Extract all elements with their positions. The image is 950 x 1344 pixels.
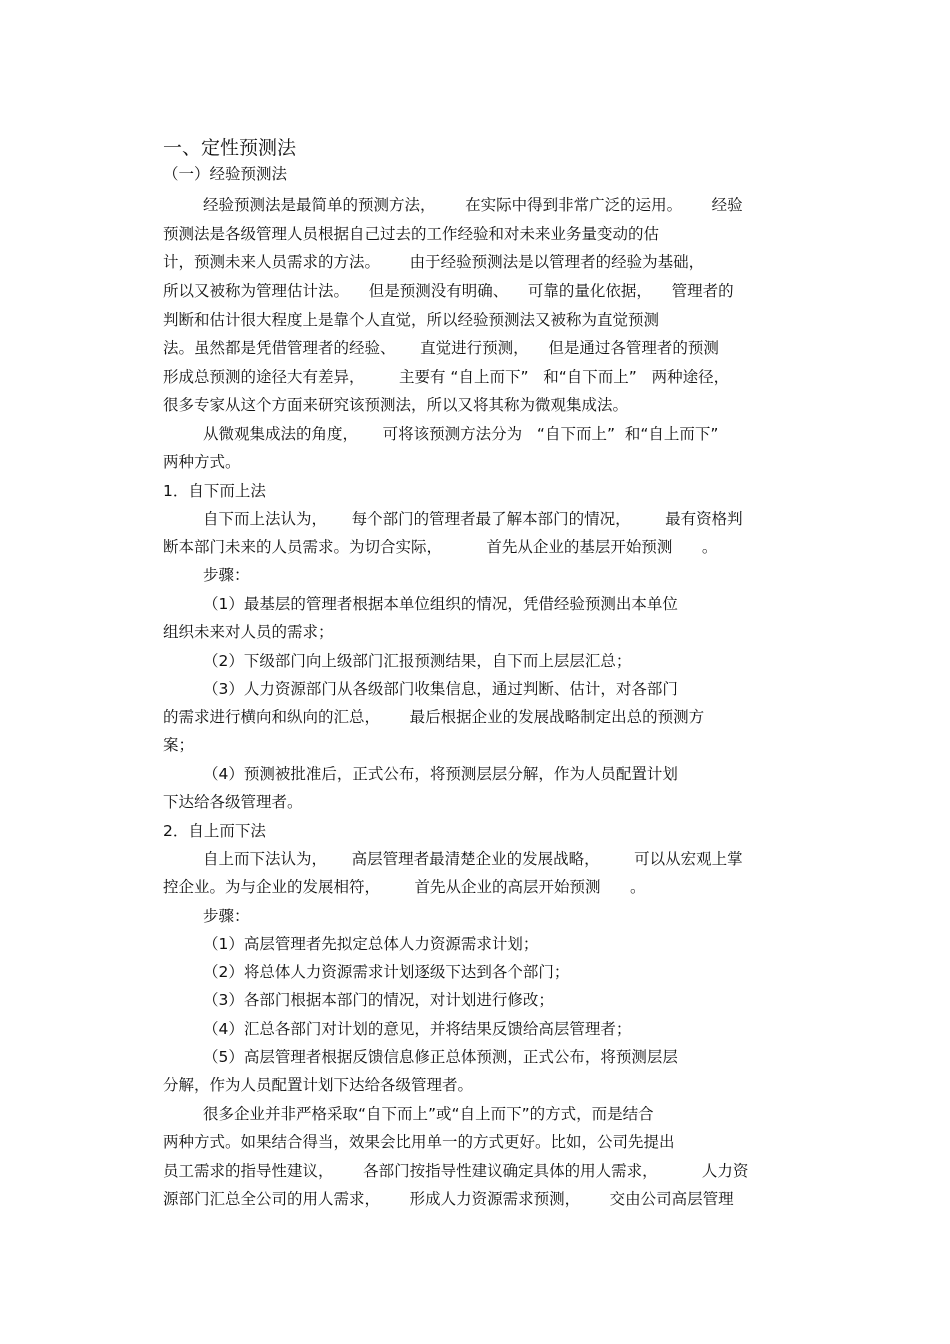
step-item: （1）最基层的管理者根据本单位组织的情况，凭借经验预测出本单位 bbox=[203, 595, 678, 613]
text-line: 计，预测未来人员需求的方法。 由于经验预测法是以管理者的经验为基础， bbox=[163, 253, 705, 271]
method-heading: 1．自下而上法 bbox=[163, 482, 266, 500]
text-line: 经验预测法是最简单的预测方法， 在实际中得到非常广泛的运用。 经验 bbox=[203, 196, 743, 214]
step-item: （4）汇总各部门对计划的意见，并将结果反馈给高层管理者； bbox=[203, 1020, 632, 1038]
text-line: 断本部门未来的人员需求。为切合实际， 首先从企业的基层开始预测 。 bbox=[163, 538, 718, 556]
text-line: 两种方式。如果结合得当，效果会比用单一的方式更好。比如，公司先提出 bbox=[163, 1133, 675, 1151]
text-line: 案； bbox=[163, 736, 195, 754]
text-line: 组织未来对人员的需求； bbox=[163, 623, 334, 641]
text-line: 自上而下法认为， 高层管理者最清楚企业的发展战略， 可以从宏观上掌 bbox=[203, 850, 743, 868]
text-line: 两种方式。 bbox=[163, 453, 241, 471]
step-item: （3）人力资源部门从各级部门收集信息，通过判断、估计，对各部门 bbox=[203, 680, 678, 698]
text-line: 法。虽然都是凭借管理者的经验、 直觉进行预测， 但是通过各管理者的预测 bbox=[163, 339, 719, 357]
text-line: 源部门汇总全公司的用人需求， 形成人力资源需求预测， 交由公司高层管理 bbox=[163, 1190, 734, 1208]
step-item: （2）将总体人力资源需求计划逐级下达到各个部门； bbox=[203, 963, 570, 981]
text-line: 下达给各级管理者。 bbox=[163, 793, 303, 811]
text-line: 从微观集成法的角度， 可将该预测方法分为 “自下而上” 和“自上而下” bbox=[203, 425, 719, 443]
steps-label: 步骤： bbox=[203, 907, 250, 925]
text-line: 所以又被称为管理估计法。 但是预测没有明确、 可靠的量化依据， 管理者的 bbox=[163, 282, 734, 300]
step-item: （5）高层管理者根据反馈信息修正总体预测，正式公布，将预测层层 bbox=[203, 1048, 678, 1066]
text-line: 形成总预测的途径大有差异， 主要有 “自上而下” 和“自下而上” 两种途径， bbox=[163, 368, 730, 386]
text-line: 分解，作为人员配置计划下达给各级管理者。 bbox=[163, 1076, 474, 1094]
subsection-heading: （一）经验预测法 bbox=[163, 165, 288, 183]
text-line: 控企业。为与企业的发展相符， 首先从企业的高层开始预测 。 bbox=[163, 878, 646, 896]
text-line: 的需求进行横向和纵向的汇总， 最后根据企业的发展战略制定出总的预测方 bbox=[163, 708, 705, 726]
text-line: 员工需求的指导性建议， 各部门按指导性建议确定具体的用人需求， 人力资 bbox=[163, 1162, 749, 1180]
text-line: 自下而上法认为， 每个部门的管理者最了解本部门的情况， 最有资格判 bbox=[203, 510, 743, 528]
text-line: 很多专家从这个方面来研究该预测法，所以又将其称为微观集成法。 bbox=[163, 396, 629, 414]
step-item: （3）各部门根据本部门的情况，对计划进行修改； bbox=[203, 991, 554, 1009]
text-line: 很多企业并非严格采取“自下而上”或“自上而下”的方式，而是结合 bbox=[203, 1105, 654, 1123]
step-item: （1）高层管理者先拟定总体人力资源需求计划； bbox=[203, 935, 539, 953]
text-line: 预测法是各级管理人员根据自己过去的工作经验和对未来业务量变动的估 bbox=[163, 225, 660, 243]
step-item: （2）下级部门向上级部门汇报预测结果，自下而上层层汇总； bbox=[203, 652, 632, 670]
step-item: （4）预测被批准后，正式公布，将预测层层分解，作为人员配置计划 bbox=[203, 765, 678, 783]
text-line: 判断和估计很大程度上是靠个人直觉，所以经验预测法又被称为直觉预测 bbox=[163, 311, 660, 329]
section-heading: 一、定性预测法 bbox=[163, 137, 297, 159]
steps-label: 步骤： bbox=[203, 566, 250, 584]
method-heading: 2．自上而下法 bbox=[163, 822, 266, 840]
